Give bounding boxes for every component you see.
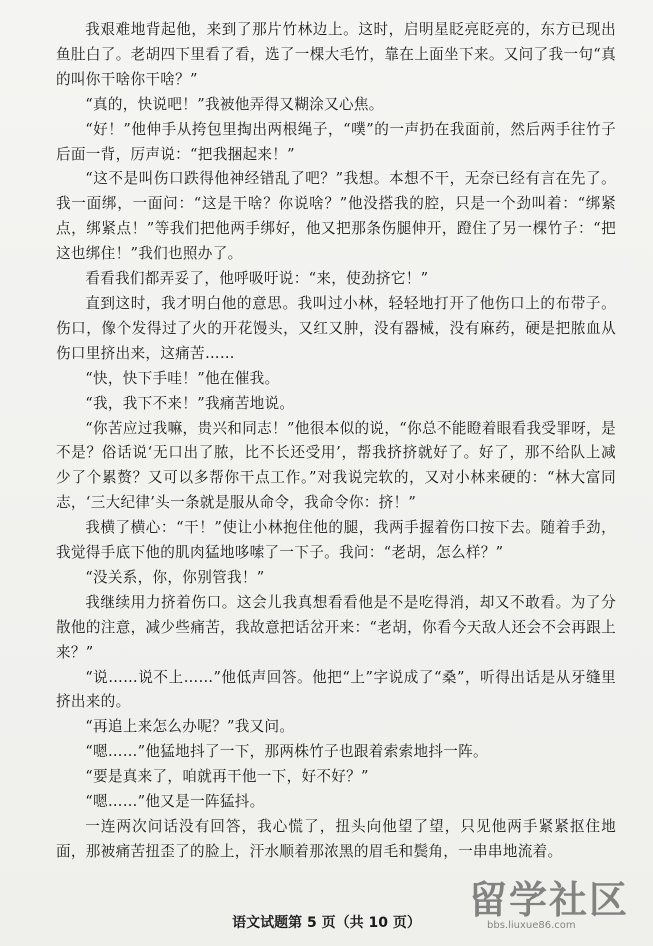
paragraph: 我继续用力挤着伤口。这会儿我真想看看他是不是吃得消，却又不敢看。为了分散他的注意，减少些痛苦，我故意把话岔开来：“老胡，你看今天敌人还会不会再跟上来？” <box>56 593 616 661</box>
paragraph: 一连两次问话没有回答，我心慌了，扭头向他望了望，只见他两手紧紧抠住地面，那被痛苦扭歪了的脸上，汗水顺着那浓黑的眉毛和鬓角，一串串地流着。 <box>56 818 616 860</box>
watermark <box>469 878 639 940</box>
watermark-logo: 留学社区 <box>469 878 630 922</box>
paragraph: “你苦应过我嘛，贵兴和同志！”他很本似的说，“你总不能瞪着眼看我受罪呀，是不是？俗话说‘无口出了脓，比不长还受用’，帮我挤挤就好了。好了，那不给队上减少了个累赘？又可以多帮你干点工作。”对我说完软的，又对小林来硬的：“林大富同志，‘三大纪律’头一条就是服从命令，我命令你：挤！” <box>56 419 616 512</box>
paragraph: “要是真来了，咱就再干他一下，好不好？” <box>85 768 369 786</box>
paragraph: 我艰难地背起他，来到了那片竹林边上。这时，启明星眨亮眨亮的，东方已现出鱼肚白了。老胡四下里看了看，选了一棵大毛竹，靠在上面坐下来。又问了我一句“真的叫你干啥你干啥？” <box>56 21 616 88</box>
paragraph: “快，快下手哇！”他在催我。 <box>85 369 280 387</box>
paragraph: “好！”他伸手从挎包里掏出两根绳子，“噗”的一声扔在我面前，然后两手往竹子后面一背，厉声说：“把我捆起来！” <box>56 120 616 163</box>
paragraph: 直到这时，我才明白他的意思。我叫过小林，轻轻地打开了他伤口上的布带子。伤口，像个发得过了火的开花馒头，又红又肿，没有器械，没有麻药，硬是把脓血从伤口里挤出来，这痛苦…… <box>56 294 616 362</box>
paragraph: “再追上来怎么办呢？”我又问。 <box>85 718 295 736</box>
paragraph: 我横了横心：“干！”使让小林抱住他的腿，我两手握着伤口按下去。随着手劲，我觉得手底下他的肌肉猛地哆嗦了一下子。我问：“老胡，怎么样？” <box>56 519 616 562</box>
watermark-url: bbs.liuxue86.com <box>487 920 576 931</box>
paragraph: “这不是叫伤口跌得他神经错乱了吧？”我想。本想不干，无奈已经有言在先了。我一面绑，一面问：“这是干啥？你说啥？”他没搭我的腔，只是一个劲叫着：“绑紧点，绑紧点！”等我们把他两手绑好，他又把那条伤腿伸开，蹬住了另一棵竹子：“把这也绑住！”我们也照办了。 <box>56 170 616 263</box>
paragraph: “嗯……”他又是一阵猛抖。 <box>85 793 265 811</box>
paragraph: “真的，快说吧！”我被他弄得又糊涂又心焦。 <box>85 95 384 113</box>
page-footer: 语文试题第 5 页（共 10 页） <box>232 915 421 931</box>
article-body <box>56 18 616 865</box>
paragraph: 看看我们都弄妥了，他呼吸吁说：“来，使劲挤它！” <box>85 270 429 288</box>
paragraph: “说……说不上……”他低声回答。他把“上”字说成了“桑”，听得出话是从牙缝里挤出来的。 <box>56 668 616 711</box>
paragraph: “我，我下不来！”我痛苦地说。 <box>85 394 295 412</box>
paragraph: “嗯……”他猛地抖了一下，那两株竹子也跟着索索地抖一阵。 <box>85 743 488 761</box>
paragraph: “没关系，你，你别管我！” <box>85 568 265 586</box>
